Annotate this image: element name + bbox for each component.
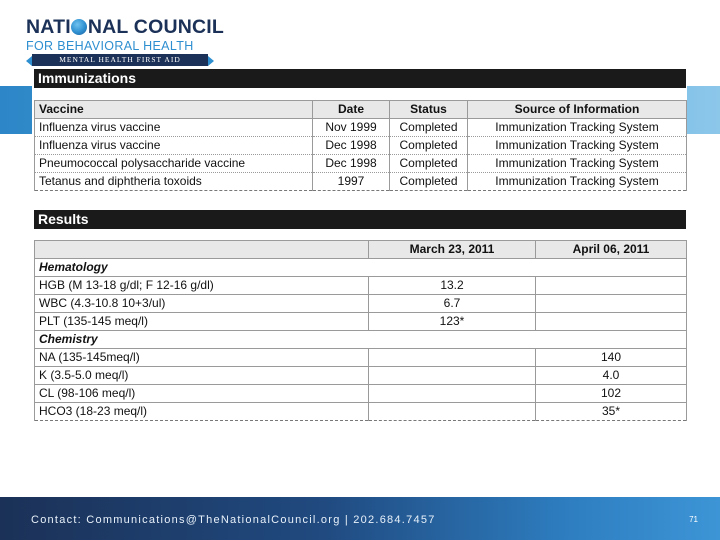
test-name-cell: HGB (M 13-18 g/dl; F 12-16 g/dl)	[35, 277, 369, 295]
logo-text-a: NATI	[26, 16, 71, 38]
results-table	[34, 240, 687, 421]
group-row	[35, 331, 687, 349]
table-row	[35, 367, 687, 385]
table-row	[35, 155, 687, 173]
footer-bar	[0, 497, 720, 540]
table-row	[35, 313, 687, 331]
value-cell-date-1: 123*	[369, 313, 536, 331]
date-cell: 1997	[313, 173, 390, 191]
table-row	[35, 295, 687, 313]
logo-text-b: NAL COUNCIL	[87, 16, 225, 38]
col-header-source: Source of Information	[468, 101, 687, 119]
globe-icon	[71, 19, 87, 35]
status-cell: Completed	[390, 119, 468, 137]
footer-contact: Contact: Communications@TheNationalCouncil.org | 202.684.7457	[31, 514, 436, 526]
date-cell: Dec 1998	[313, 137, 390, 155]
value-cell-date-2: 140	[536, 349, 687, 367]
value-cell-date-1	[369, 403, 536, 421]
value-cell-date-1	[369, 349, 536, 367]
test-name-cell: WBC (4.3-10.8 10+3/ul)	[35, 295, 369, 313]
table-row	[35, 119, 687, 137]
group-label-hematology: Hematology	[35, 259, 687, 277]
value-cell-date-2: 4.0	[536, 367, 687, 385]
table-row	[35, 349, 687, 367]
source-cell: Immunization Tracking System	[468, 173, 687, 191]
vaccine-cell: Pneumococcal polysaccharide vaccine	[35, 155, 313, 173]
vaccine-cell: Influenza virus vaccine	[35, 137, 313, 155]
results-title: Results	[34, 210, 686, 229]
status-cell: Completed	[390, 173, 468, 191]
logo-wordmark	[26, 14, 225, 40]
group-row	[35, 259, 687, 277]
vaccine-cell: Tetanus and diphtheria toxoids	[35, 173, 313, 191]
date-cell: Dec 1998	[313, 155, 390, 173]
value-cell-date-1: 13.2	[369, 277, 536, 295]
value-cell-date-1: 6.7	[369, 295, 536, 313]
table-header-row	[35, 241, 687, 259]
immunizations-title: Immunizations	[34, 69, 686, 88]
value-cell-date-2	[536, 295, 687, 313]
group-label-chemistry: Chemistry	[35, 331, 687, 349]
immunizations-table	[34, 100, 687, 191]
logo-ribbon: MENTAL HEALTH FIRST AID	[32, 54, 208, 66]
table-row	[35, 173, 687, 191]
value-cell-date-2	[536, 277, 687, 295]
col-header-date-1: March 23, 2011	[369, 241, 536, 259]
col-header-status: Status	[390, 101, 468, 119]
value-cell-date-1	[369, 367, 536, 385]
page-number: 71	[689, 515, 698, 524]
col-header-test	[35, 241, 369, 259]
status-cell: Completed	[390, 137, 468, 155]
table-row	[35, 277, 687, 295]
test-name-cell: HCO3 (18-23 meq/l)	[35, 403, 369, 421]
test-name-cell: K (3.5-5.0 meq/l)	[35, 367, 369, 385]
test-name-cell: NA (135-145meq/l)	[35, 349, 369, 367]
logo-subtitle: FOR BEHAVIORAL HEALTH	[26, 39, 194, 53]
col-header-vaccine: Vaccine	[35, 101, 313, 119]
value-cell-date-2: 102	[536, 385, 687, 403]
source-cell: Immunization Tracking System	[468, 155, 687, 173]
logo	[26, 14, 225, 68]
test-name-cell: CL (98-106 meq/l)	[35, 385, 369, 403]
value-cell-date-2	[536, 313, 687, 331]
test-name-cell: PLT (135-145 meq/l)	[35, 313, 369, 331]
col-header-date-2: April 06, 2011	[536, 241, 687, 259]
table-header-row	[35, 101, 687, 119]
value-cell-date-1	[369, 385, 536, 403]
status-cell: Completed	[390, 155, 468, 173]
source-cell: Immunization Tracking System	[468, 119, 687, 137]
table-row	[35, 403, 687, 421]
col-header-date: Date	[313, 101, 390, 119]
date-cell: Nov 1999	[313, 119, 390, 137]
vaccine-cell: Influenza virus vaccine	[35, 119, 313, 137]
source-cell: Immunization Tracking System	[468, 137, 687, 155]
table-row	[35, 137, 687, 155]
value-cell-date-2: 35*	[536, 403, 687, 421]
table-row	[35, 385, 687, 403]
